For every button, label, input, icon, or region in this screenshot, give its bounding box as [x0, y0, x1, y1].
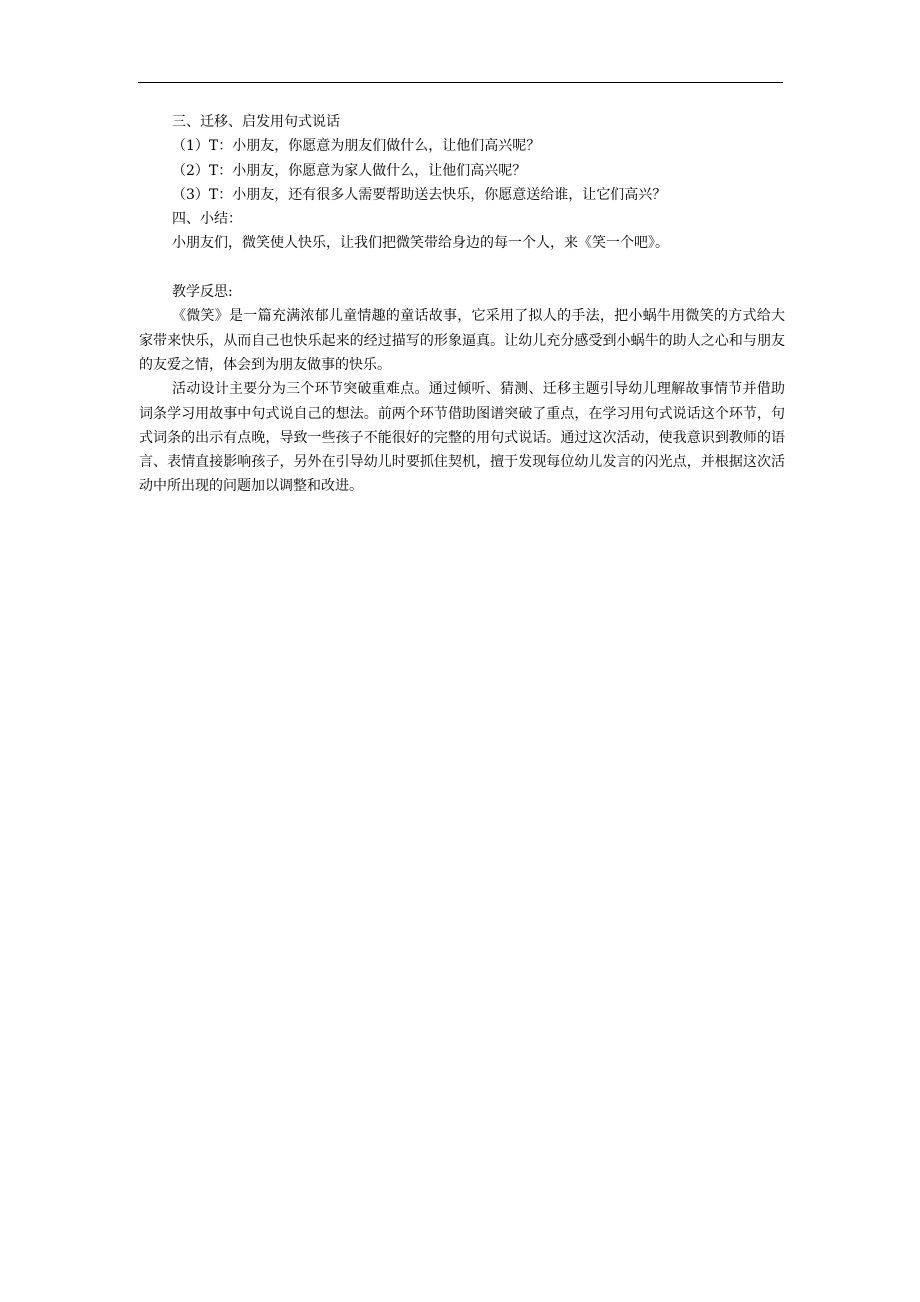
section-3-item-3: （3）T：小朋友，还有很多人需要帮助送去快乐，你愿意送给谁，让它们高兴？	[172, 186, 667, 203]
reflection-paragraph-2: 活动设计主要分为三个环节突破重难点。通过倾听、猜测、迁移主题引导幼儿理解故事情节并借助词条学习用故事中句式说自己的想法。前两个环节借助图谱突破了重点，在学习用句式说话这个环节，句式词条的出示有点晚，导致一些孩子不能很好的完整的用句式说话。通过这次活动，使我意识到教师的语言、表情直接影响孩子，另外在引导幼儿时要抓住契机，擅于发现每位幼儿发言的闪光点，并根据这次活动中所出现的问题加以调整和改进。	[139, 381, 785, 495]
section-3-item-1: （1）T：小朋友，你愿意为朋友们做什么，让他们高兴呢？	[172, 138, 541, 155]
blank-line	[139, 256, 785, 280]
section-3-item-2: （2）T：小朋友，你愿意为家人做什么，让他们高兴呢？	[172, 162, 527, 179]
reflection-paragraph-1: 《微笑》是一篇充满浓郁儿童情趣的童话故事，它采用了拟人的手法，把小蜗牛用微笑的方式给大家带来快乐，从而自己也快乐起来的经过描写的形象逼真。让幼儿充分感受到小蜗牛的助人之心和与朋友的友爱之情，体会到为朋友做事的快乐。	[139, 308, 785, 373]
section-4-text: 小朋友们，微笑使人快乐，让我们把微笑带给身边的每一个人，来《笑一个吧》。	[172, 235, 669, 252]
section-3-heading: 三、迁移、启发用句式说话	[172, 114, 340, 130]
section-4-heading: 四、小结：	[172, 211, 242, 228]
header-rule	[138, 82, 783, 83]
document-body	[139, 110, 785, 499]
reflection-heading: 教学反思:	[172, 284, 233, 301]
